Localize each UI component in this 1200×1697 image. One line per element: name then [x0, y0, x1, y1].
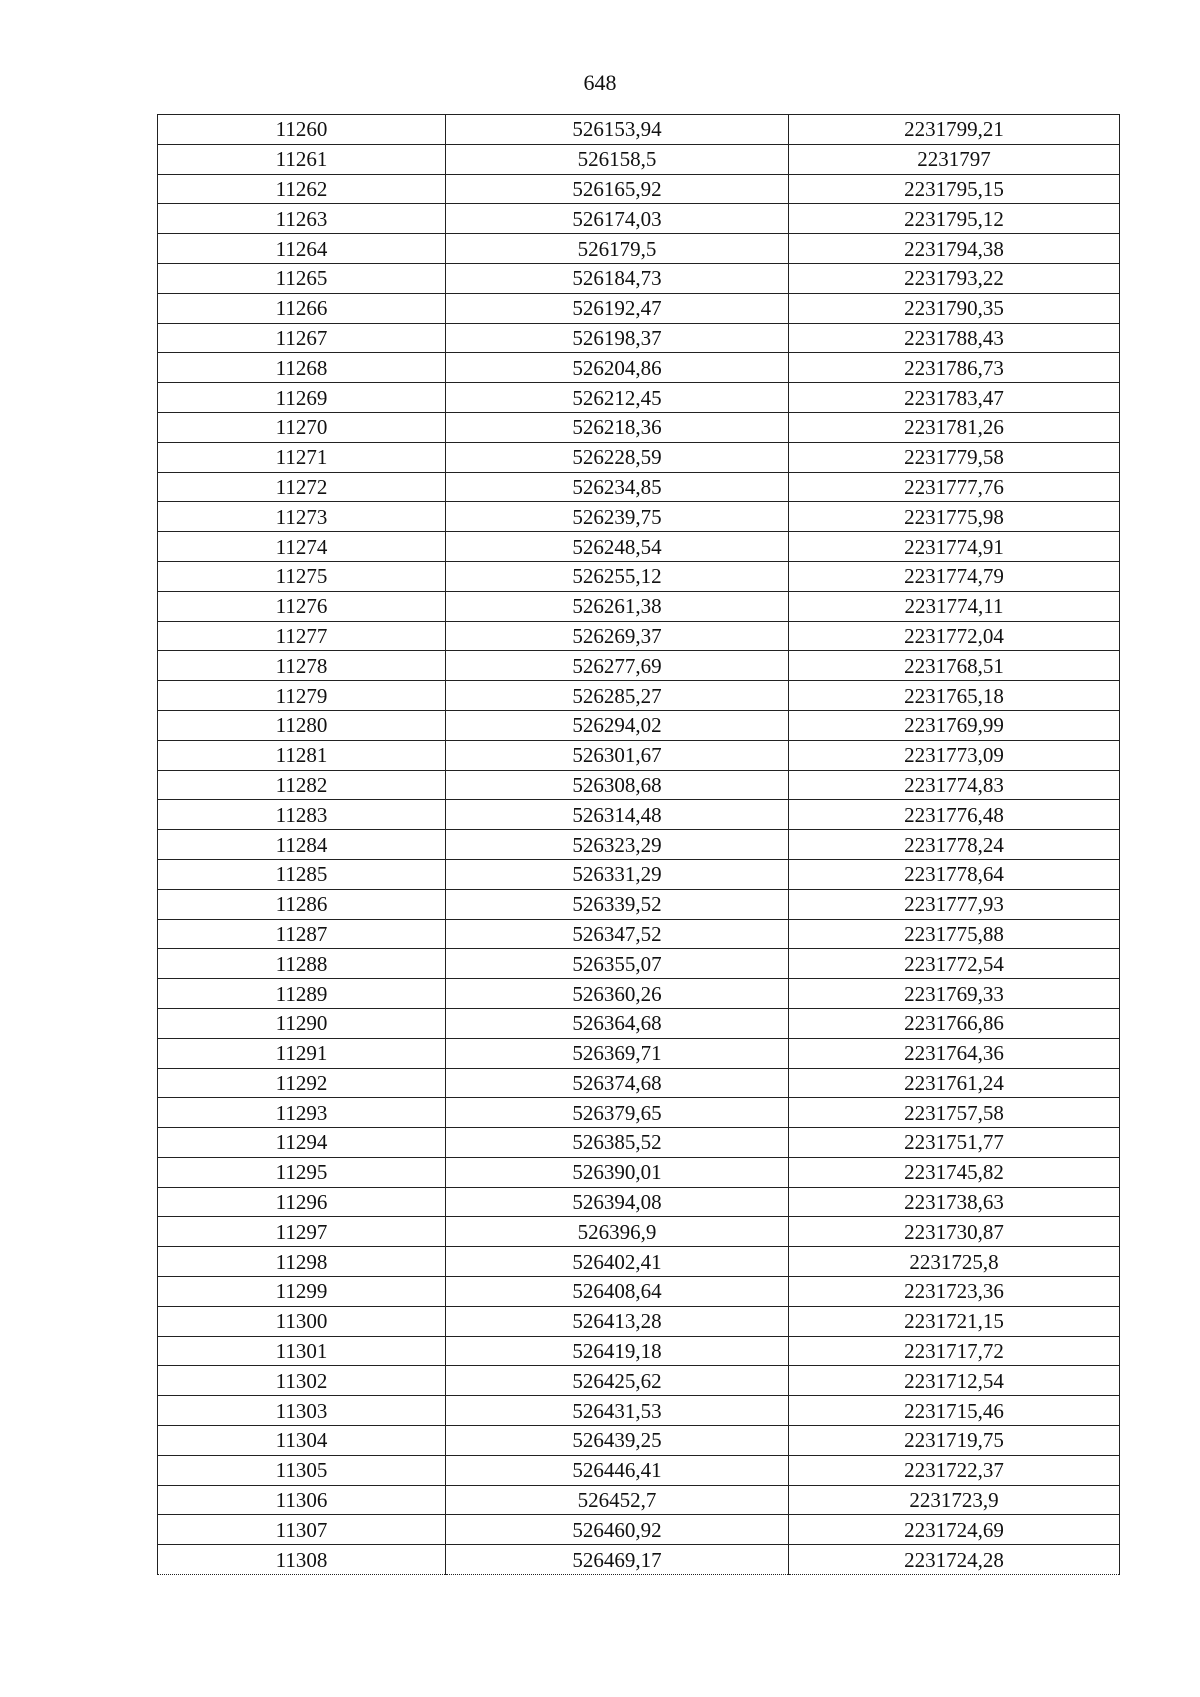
x-coordinate-cell: 526158,5 [446, 144, 789, 174]
table-row [158, 1336, 1120, 1366]
x-coordinate-cell: 526308,68 [446, 770, 789, 800]
x-coordinate-cell: 526431,53 [446, 1396, 789, 1426]
y-coordinate-cell: 2231779,58 [789, 442, 1120, 472]
x-coordinate-cell: 526204,86 [446, 353, 789, 383]
point-number-cell: 11280 [158, 710, 446, 740]
table-row [158, 1396, 1120, 1426]
table-row [158, 1128, 1120, 1158]
y-coordinate-cell: 2231719,75 [789, 1426, 1120, 1456]
x-coordinate-cell: 526248,54 [446, 532, 789, 562]
point-number-cell: 11306 [158, 1485, 446, 1515]
point-number-cell: 11298 [158, 1247, 446, 1277]
table-row [158, 1277, 1120, 1307]
y-coordinate-cell: 2231768,51 [789, 651, 1120, 681]
x-coordinate-cell: 526285,27 [446, 681, 789, 711]
table-row [158, 293, 1120, 323]
y-coordinate-cell: 2231766,86 [789, 1008, 1120, 1038]
y-coordinate-cell: 2231774,83 [789, 770, 1120, 800]
point-number-cell: 11265 [158, 263, 446, 293]
table-row [158, 383, 1120, 413]
point-number-cell: 11271 [158, 442, 446, 472]
table-row [158, 1008, 1120, 1038]
x-coordinate-cell: 526469,17 [446, 1545, 789, 1575]
x-coordinate-cell: 526419,18 [446, 1336, 789, 1366]
table-row [158, 830, 1120, 860]
y-coordinate-cell: 2231761,24 [789, 1068, 1120, 1098]
table-row [158, 442, 1120, 472]
point-number-cell: 11268 [158, 353, 446, 383]
table-row [158, 174, 1120, 204]
x-coordinate-cell: 526347,52 [446, 919, 789, 949]
y-coordinate-cell: 2231751,77 [789, 1128, 1120, 1158]
point-number-cell: 11292 [158, 1068, 446, 1098]
x-coordinate-cell: 526198,37 [446, 323, 789, 353]
y-coordinate-cell: 2231722,37 [789, 1455, 1120, 1485]
x-coordinate-cell: 526408,64 [446, 1277, 789, 1307]
page-number: 648 [583, 70, 617, 95]
point-number-cell: 11281 [158, 740, 446, 770]
point-number-cell: 11308 [158, 1545, 446, 1575]
y-coordinate-cell: 2231774,11 [789, 591, 1120, 621]
y-coordinate-cell: 2231790,35 [789, 293, 1120, 323]
y-coordinate-cell: 2231783,47 [789, 383, 1120, 413]
table-row [158, 412, 1120, 442]
y-coordinate-cell: 2231724,28 [789, 1545, 1120, 1575]
x-coordinate-cell: 526228,59 [446, 442, 789, 472]
x-coordinate-cell: 526323,29 [446, 830, 789, 860]
point-number-cell: 11290 [158, 1008, 446, 1038]
x-coordinate-cell: 526192,47 [446, 293, 789, 323]
table-row [158, 502, 1120, 532]
point-number-cell: 11299 [158, 1277, 446, 1307]
table-row [158, 1366, 1120, 1396]
x-coordinate-cell: 526360,26 [446, 979, 789, 1009]
point-number-cell: 11301 [158, 1336, 446, 1366]
y-coordinate-cell: 2231723,9 [789, 1485, 1120, 1515]
y-coordinate-cell: 2231799,21 [789, 115, 1120, 145]
point-number-cell: 11289 [158, 979, 446, 1009]
x-coordinate-cell: 526339,52 [446, 889, 789, 919]
x-coordinate-cell: 526390,01 [446, 1157, 789, 1187]
point-number-cell: 11274 [158, 532, 446, 562]
table-row [158, 532, 1120, 562]
x-coordinate-cell: 526413,28 [446, 1306, 789, 1336]
table-row [158, 800, 1120, 830]
x-coordinate-cell: 526165,92 [446, 174, 789, 204]
x-coordinate-cell: 526355,07 [446, 949, 789, 979]
table-body [158, 115, 1120, 1575]
x-coordinate-cell: 526212,45 [446, 383, 789, 413]
point-number-cell: 11300 [158, 1306, 446, 1336]
table-row [158, 204, 1120, 234]
y-coordinate-cell: 2231795,15 [789, 174, 1120, 204]
point-number-cell: 11264 [158, 234, 446, 264]
table-row [158, 1515, 1120, 1545]
x-coordinate-cell: 526294,02 [446, 710, 789, 740]
table-row [158, 472, 1120, 502]
y-coordinate-cell: 2231769,33 [789, 979, 1120, 1009]
y-coordinate-cell: 2231778,24 [789, 830, 1120, 860]
point-number-cell: 11293 [158, 1098, 446, 1128]
y-coordinate-cell: 2231725,8 [789, 1247, 1120, 1277]
table-row [158, 1187, 1120, 1217]
table-row [158, 1068, 1120, 1098]
x-coordinate-cell: 526439,25 [446, 1426, 789, 1456]
point-number-cell: 11286 [158, 889, 446, 919]
table-row [158, 1426, 1120, 1456]
table-row [158, 919, 1120, 949]
table-row [158, 651, 1120, 681]
table-row [158, 234, 1120, 264]
table-row [158, 1306, 1120, 1336]
point-number-cell: 11294 [158, 1128, 446, 1158]
x-coordinate-cell: 526460,92 [446, 1515, 789, 1545]
table-row [158, 591, 1120, 621]
point-number-cell: 11303 [158, 1396, 446, 1426]
point-number-cell: 11277 [158, 621, 446, 651]
y-coordinate-cell: 2231730,87 [789, 1217, 1120, 1247]
point-number-cell: 11307 [158, 1515, 446, 1545]
point-number-cell: 11285 [158, 859, 446, 889]
point-number-cell: 11283 [158, 800, 446, 830]
table-row [158, 353, 1120, 383]
point-number-cell: 11261 [158, 144, 446, 174]
x-coordinate-cell: 526255,12 [446, 561, 789, 591]
table-row [158, 949, 1120, 979]
y-coordinate-cell: 2231723,36 [789, 1277, 1120, 1307]
y-coordinate-cell: 2231745,82 [789, 1157, 1120, 1187]
point-number-cell: 11276 [158, 591, 446, 621]
table-row [158, 561, 1120, 591]
table-row [158, 710, 1120, 740]
y-coordinate-cell: 2231775,98 [789, 502, 1120, 532]
table-row [158, 1455, 1120, 1485]
table-row [158, 1157, 1120, 1187]
table-row [158, 770, 1120, 800]
point-number-cell: 11263 [158, 204, 446, 234]
x-coordinate-cell: 526396,9 [446, 1217, 789, 1247]
y-coordinate-cell: 2231775,88 [789, 919, 1120, 949]
table-row [158, 1038, 1120, 1068]
table-row [158, 859, 1120, 889]
x-coordinate-cell: 526179,5 [446, 234, 789, 264]
x-coordinate-cell: 526218,36 [446, 412, 789, 442]
point-number-cell: 11267 [158, 323, 446, 353]
x-coordinate-cell: 526379,65 [446, 1098, 789, 1128]
x-coordinate-cell: 526314,48 [446, 800, 789, 830]
y-coordinate-cell: 2231769,99 [789, 710, 1120, 740]
point-number-cell: 11278 [158, 651, 446, 681]
y-coordinate-cell: 2231794,38 [789, 234, 1120, 264]
y-coordinate-cell: 2231774,79 [789, 561, 1120, 591]
point-number-cell: 11287 [158, 919, 446, 949]
table-row [158, 681, 1120, 711]
x-coordinate-cell: 526234,85 [446, 472, 789, 502]
table-row [158, 740, 1120, 770]
point-number-cell: 11305 [158, 1455, 446, 1485]
y-coordinate-cell: 2231781,26 [789, 412, 1120, 442]
y-coordinate-cell: 2231777,76 [789, 472, 1120, 502]
point-number-cell: 11273 [158, 502, 446, 532]
table-row [158, 621, 1120, 651]
y-coordinate-cell: 2231774,91 [789, 532, 1120, 562]
point-number-cell: 11284 [158, 830, 446, 860]
x-coordinate-cell: 526239,75 [446, 502, 789, 532]
point-number-cell: 11296 [158, 1187, 446, 1217]
table-row [158, 889, 1120, 919]
table-row [158, 144, 1120, 174]
y-coordinate-cell: 2231793,22 [789, 263, 1120, 293]
coordinates-table [157, 114, 1120, 1575]
y-coordinate-cell: 2231788,43 [789, 323, 1120, 353]
x-coordinate-cell: 526369,71 [446, 1038, 789, 1068]
y-coordinate-cell: 2231776,48 [789, 800, 1120, 830]
y-coordinate-cell: 2231764,36 [789, 1038, 1120, 1068]
y-coordinate-cell: 2231738,63 [789, 1187, 1120, 1217]
y-coordinate-cell: 2231712,54 [789, 1366, 1120, 1396]
point-number-cell: 11279 [158, 681, 446, 711]
y-coordinate-cell: 2231757,58 [789, 1098, 1120, 1128]
table-row [158, 979, 1120, 1009]
y-coordinate-cell: 2231772,04 [789, 621, 1120, 651]
point-number-cell: 11270 [158, 412, 446, 442]
point-number-cell: 11282 [158, 770, 446, 800]
x-coordinate-cell: 526452,7 [446, 1485, 789, 1515]
y-coordinate-cell: 2231724,69 [789, 1515, 1120, 1545]
point-number-cell: 11272 [158, 472, 446, 502]
table-row [158, 1485, 1120, 1515]
y-coordinate-cell: 2231797 [789, 144, 1120, 174]
x-coordinate-cell: 526446,41 [446, 1455, 789, 1485]
y-coordinate-cell: 2231715,46 [789, 1396, 1120, 1426]
table-row [158, 1217, 1120, 1247]
point-number-cell: 11260 [158, 115, 446, 145]
point-number-cell: 11302 [158, 1366, 446, 1396]
point-number-cell: 11269 [158, 383, 446, 413]
point-number-cell: 11297 [158, 1217, 446, 1247]
x-coordinate-cell: 526394,08 [446, 1187, 789, 1217]
point-number-cell: 11295 [158, 1157, 446, 1187]
y-coordinate-cell: 2231773,09 [789, 740, 1120, 770]
x-coordinate-cell: 526364,68 [446, 1008, 789, 1038]
point-number-cell: 11288 [158, 949, 446, 979]
x-coordinate-cell: 526374,68 [446, 1068, 789, 1098]
x-coordinate-cell: 526269,37 [446, 621, 789, 651]
x-coordinate-cell: 526425,62 [446, 1366, 789, 1396]
table-row [158, 263, 1120, 293]
y-coordinate-cell: 2231777,93 [789, 889, 1120, 919]
table-row [158, 115, 1120, 145]
point-number-cell: 11262 [158, 174, 446, 204]
table-row [158, 323, 1120, 353]
y-coordinate-cell: 2231772,54 [789, 949, 1120, 979]
y-coordinate-cell: 2231717,72 [789, 1336, 1120, 1366]
y-coordinate-cell: 2231778,64 [789, 859, 1120, 889]
point-number-cell: 11304 [158, 1426, 446, 1456]
point-number-cell: 11275 [158, 561, 446, 591]
y-coordinate-cell: 2231786,73 [789, 353, 1120, 383]
point-number-cell: 11266 [158, 293, 446, 323]
x-coordinate-cell: 526174,03 [446, 204, 789, 234]
x-coordinate-cell: 526277,69 [446, 651, 789, 681]
x-coordinate-cell: 526402,41 [446, 1247, 789, 1277]
x-coordinate-cell: 526331,29 [446, 859, 789, 889]
table-row [158, 1098, 1120, 1128]
y-coordinate-cell: 2231721,15 [789, 1306, 1120, 1336]
point-number-cell: 11291 [158, 1038, 446, 1068]
x-coordinate-cell: 526153,94 [446, 115, 789, 145]
x-coordinate-cell: 526184,73 [446, 263, 789, 293]
table-row [158, 1247, 1120, 1277]
table-row [158, 1545, 1120, 1575]
y-coordinate-cell: 2231765,18 [789, 681, 1120, 711]
x-coordinate-cell: 526261,38 [446, 591, 789, 621]
y-coordinate-cell: 2231795,12 [789, 204, 1120, 234]
x-coordinate-cell: 526385,52 [446, 1128, 789, 1158]
x-coordinate-cell: 526301,67 [446, 740, 789, 770]
